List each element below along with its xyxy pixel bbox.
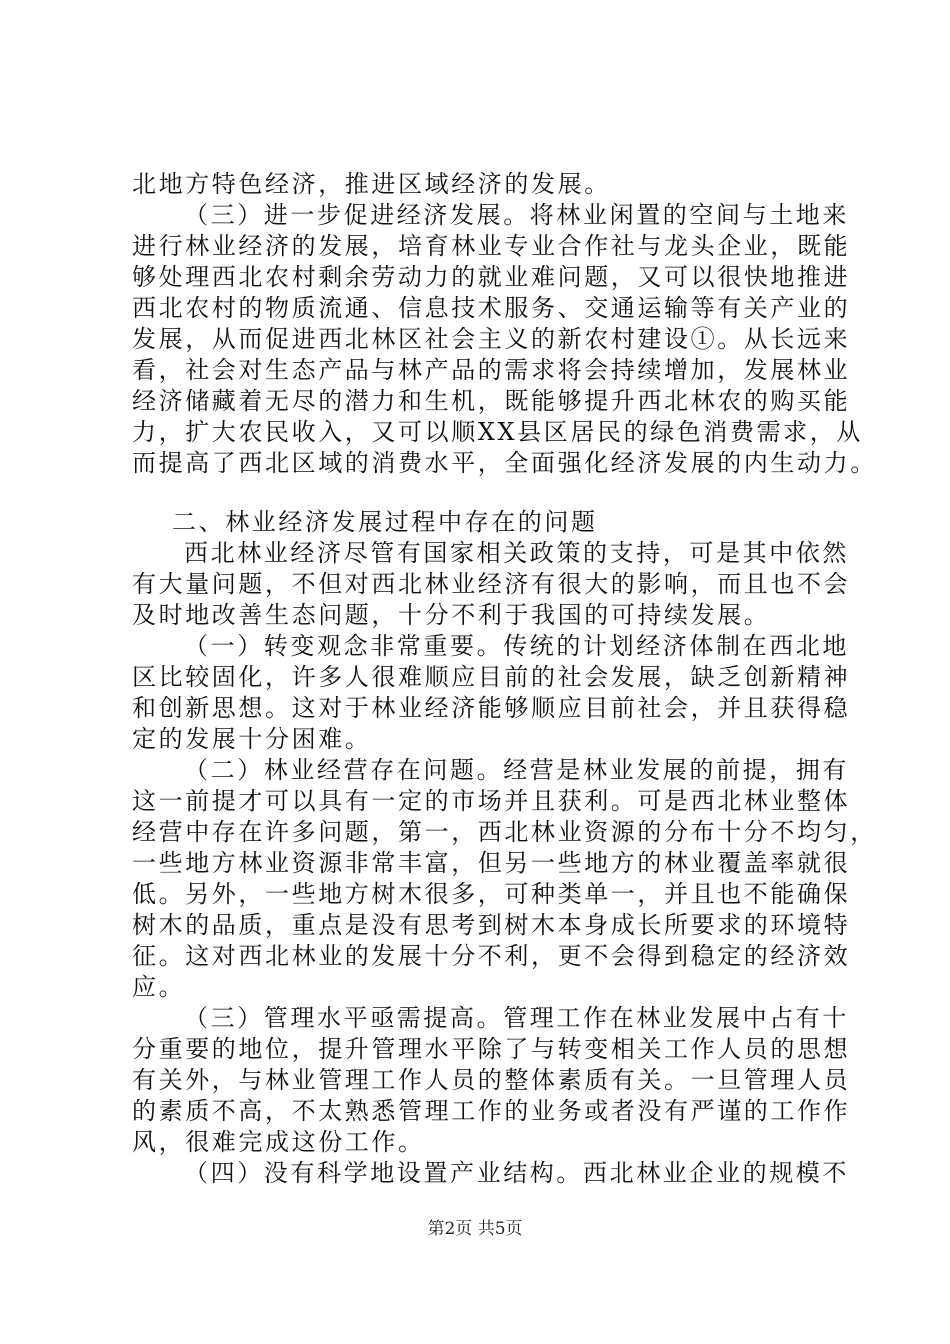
paragraph-line: 应。 <box>132 973 186 1001</box>
paragraph-line: 风，很难完成这份工作。 <box>132 1128 425 1156</box>
paragraph-line: 及时地改善生态问题，十分不利于我国的可持续发展。 <box>132 601 771 629</box>
paragraph-line: （四）没有科学地设置产业结构。西北林业企业的规模不 <box>184 1159 849 1187</box>
paragraph-line: 够处理西北农村剩余劳动力的就业难问题，又可以很快地推进 <box>132 263 851 291</box>
paragraph-line: 树木的品质，重点是没有思考到树木本身成长所要求的环境特 <box>132 911 851 939</box>
paragraph-line: 低。另外，一些地方树木很多，可种类单一，并且也不能确保 <box>132 880 851 908</box>
section-heading: 二、林业经济发展过程中存在的问题 <box>172 508 598 536</box>
paragraph-line: 区比较固化，许多人很难顺应目前的社会发展，缺乏创新精神 <box>132 663 851 691</box>
paragraph-line: 定的发展十分困难。 <box>132 725 372 753</box>
paragraph-line: 北地方特色经济，推进区域经济的发展。 <box>132 170 611 198</box>
paragraph-line: 西北农村的物质流通、信息技术服务、交通运输等有关产业的 <box>132 294 851 322</box>
paragraph-line: （二）林业经营存在问题。经营是林业发展的前提，拥有 <box>184 756 849 784</box>
paragraph-line: 西北林业经济尽管有国家相关政策的支持，可是其中依然 <box>184 539 849 567</box>
paragraph-line: 进行林业经济的发展，培育林业专业合作社与龙头企业，既能 <box>132 232 851 260</box>
paragraph-line: 而提高了西北区域的消费水平，全面强化经济发展的内生动力。 <box>132 449 877 477</box>
paragraph-line: 这一前提才可以具有一定的市场并且获利。可是西北林业整体 <box>132 787 851 815</box>
paragraph-line: 力，扩大农民收入，又可以顺XX县区居民的绿色消费需求，从 <box>132 418 863 446</box>
paragraph-line: （三）管理水平亟需提高。管理工作在林业发展中占有十 <box>184 1004 849 1032</box>
section-spacer <box>132 479 832 507</box>
paragraph-line: 经营中存在许多问题，第一，西北林业资源的分布十分不均匀， <box>132 818 877 846</box>
paragraph-line: 看，社会对生态产品与林产品的需求将会持续增加，发展林业 <box>132 356 851 384</box>
page-footer: 第2页 共5页 <box>427 1219 523 1239</box>
paragraph-line: 和创新思想。这对于林业经济能够顺应目前社会，并且获得稳 <box>132 694 851 722</box>
paragraph-line: 分重要的地位，提升管理水平除了与转变相关工作人员的思想 <box>132 1035 851 1063</box>
paragraph-line: 有大量问题，不但对西北林业经济有很大的影响，而且也不会 <box>132 570 851 598</box>
paragraph-line: （三）进一步促进经济发展。将林业闲置的空间与土地来 <box>184 201 849 229</box>
paragraph-line: （一）转变观念非常重要。传统的计划经济体制在西北地 <box>184 632 849 660</box>
paragraph-line: 征。这对西北林业的发展十分不利，更不会得到稳定的经济效 <box>132 942 851 970</box>
paragraph-line: 发展，从而促进西北林区社会主义的新农村建设①。从长远来 <box>132 325 851 353</box>
paragraph-line: 的素质不高，不太熟悉管理工作的业务或者没有严谨的工作作 <box>132 1097 851 1125</box>
paragraph-line: 有关外，与林业管理工作人员的整体素质有关。一旦管理人员 <box>132 1066 851 1094</box>
paragraph-line: 经济储藏着无尽的潜力和生机，既能够提升西北林农的购买能 <box>132 387 851 415</box>
document-body <box>132 169 877 1189</box>
paragraph-line: 一些地方林业资源非常丰富，但另一些地方的林业覆盖率就很 <box>132 849 851 877</box>
